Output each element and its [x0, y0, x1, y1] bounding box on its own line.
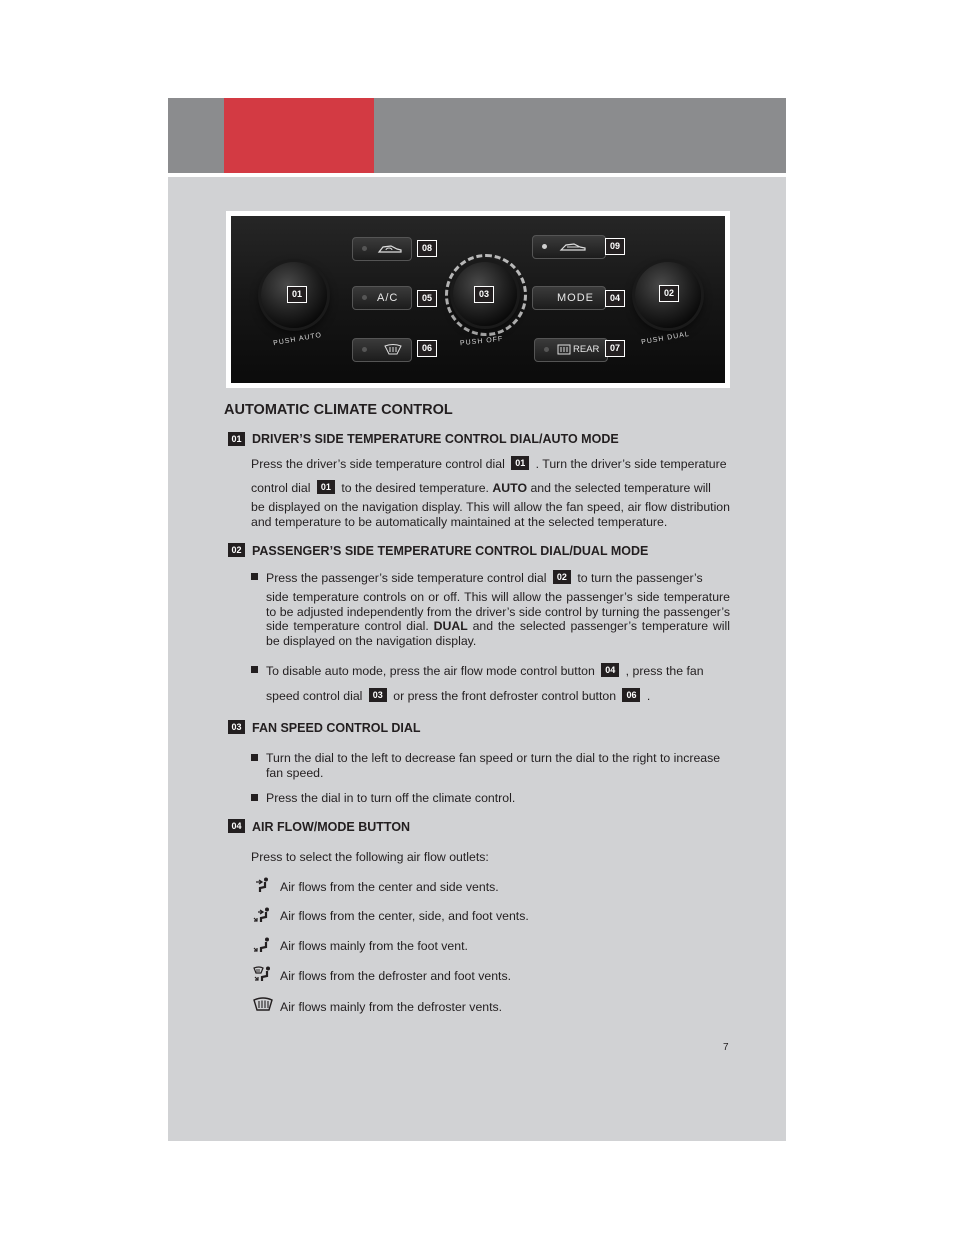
- s01-line1-b: . Turn the driver’s side temperature: [535, 457, 727, 471]
- push-auto-label: PUSH AUTO: [272, 331, 323, 348]
- recirc-button: [352, 237, 412, 261]
- section-title: AUTOMATIC CLIMATE CONTROL: [224, 402, 453, 418]
- s01-line2: [251, 480, 730, 496]
- callout-08: 08: [417, 240, 437, 257]
- s02-b2-a: To disable auto mode, press the air flow mode control button: [266, 664, 595, 678]
- s02-bullet2-line1: [266, 663, 730, 679]
- front-defrost-button: [352, 338, 412, 362]
- callout-09: 09: [605, 238, 625, 255]
- push-dual-label: PUSH DUAL: [640, 330, 691, 347]
- s01-line2-b: to the desired temperature.: [341, 481, 489, 495]
- s02-b1-c: side temperature controls on or off. This will allow the passenger’s side temperature to be adjusted independently from the driver’s side control by turning the passenger’s side temperature control dial.: [266, 590, 730, 634]
- inline-badge-02: 02: [553, 570, 571, 584]
- fresh-air-button: [532, 235, 606, 259]
- section-03-badge: 03: [228, 720, 245, 734]
- s01-line1-a: Press the driver’s side temperature control dial: [251, 457, 505, 471]
- callout-01: 01: [287, 286, 307, 303]
- inline-badge-01b: 01: [317, 480, 335, 494]
- defrost-foot-icon: [253, 966, 273, 982]
- bullet: [251, 754, 258, 761]
- s02-b1-e: and the selected passenger’s temperature will be displayed on the navigation display.: [266, 619, 731, 648]
- s03-bullet2: Press the dial in to turn off the climate control.: [266, 791, 516, 805]
- s04-intro: Press to select the following air flow outlets:: [251, 850, 489, 864]
- header-divider: [168, 173, 786, 177]
- fresh-air-led: [542, 244, 547, 249]
- s01-line2-a: control dial: [251, 481, 311, 495]
- section-01-badge: 01: [228, 432, 245, 446]
- s01-line2-d: and the selected temperature will: [530, 481, 711, 495]
- header-accent-block: [224, 98, 374, 173]
- recirc-led: [362, 246, 367, 251]
- callout-07: 07: [605, 340, 625, 357]
- page-number: 7: [723, 1042, 729, 1053]
- defrost-icon: [253, 997, 273, 1013]
- vent-face-foot-icon: [253, 907, 273, 923]
- s02-b2-e: .: [646, 689, 651, 703]
- callout-04: 04: [605, 290, 625, 307]
- section-01-heading: DRIVER’S SIDE TEMPERATURE CONTROL DIAL/AUTO MODE: [252, 432, 619, 446]
- callout-02: 02: [659, 285, 679, 302]
- s02-b2-d: or press the front defroster control button: [393, 689, 617, 703]
- auto-keyword: AUTO: [492, 481, 528, 495]
- vent-foot-icon: [253, 937, 273, 953]
- callout-06: 06: [417, 340, 437, 357]
- inline-badge-03: 03: [369, 688, 387, 702]
- car-fresh-air-icon: [559, 241, 587, 253]
- section-02-badge: 02: [228, 543, 245, 557]
- rear-label: REAR: [573, 344, 600, 355]
- s01-paragraph: be displayed on the navigation display. This will allow the fan speed, air flow distribution and temperature to be automatically maintained at the selected temperature.: [251, 500, 730, 529]
- section-02-heading: PASSENGER’S SIDE TEMPERATURE CONTROL DIAL/DUAL MODE: [252, 544, 649, 558]
- dual-keyword: DUAL: [433, 619, 468, 634]
- s02-b1-b: to turn the passenger’s: [577, 571, 703, 585]
- rear-defrost-led: [544, 347, 549, 352]
- outlet-text-1: Air flows from the center and side vents.: [280, 880, 499, 894]
- bullet: [251, 666, 258, 673]
- inline-badge-01: 01: [511, 456, 529, 470]
- rear-defrost-button: [534, 338, 608, 362]
- section-04-badge: 04: [228, 819, 245, 833]
- outlet-text-5: Air flows mainly from the defroster vents.: [280, 1000, 503, 1014]
- ac-button: [352, 286, 412, 310]
- bullet: [251, 794, 258, 801]
- outlet-text-2: Air flows from the center, side, and foot vents.: [280, 909, 529, 923]
- push-off-label: PUSH OFF: [459, 335, 504, 348]
- ac-label: A/C: [377, 292, 399, 304]
- s02-b1-a: Press the passenger’s side temperature control dial: [266, 571, 547, 585]
- bullet: [251, 573, 258, 580]
- car-recirc-icon: [377, 243, 403, 255]
- section-03-heading: FAN SPEED CONTROL DIAL: [252, 721, 421, 735]
- s01-line1: [251, 456, 730, 472]
- outlet-text-3: Air flows mainly from the foot vent.: [280, 939, 468, 953]
- s02-bullet1-line1: [266, 570, 730, 586]
- rear-defrost-icon: [557, 344, 571, 355]
- inline-badge-06: 06: [622, 688, 640, 702]
- callout-03: 03: [474, 286, 494, 303]
- front-defrost-icon: [383, 344, 403, 356]
- callout-05: 05: [417, 290, 437, 307]
- s03-bullet1: Turn the dial to the left to decrease fan speed or turn the dial to the right to increase fan speed.: [266, 751, 721, 780]
- defrost-led: [362, 347, 367, 352]
- inline-badge-04: 04: [601, 663, 619, 677]
- mode-button: [532, 286, 606, 310]
- vent-face-icon: [253, 877, 273, 893]
- s02-bullet2-line2: [266, 688, 730, 704]
- outlet-text-4: Air flows from the defroster and foot vents.: [280, 969, 512, 983]
- s02-b2-c: speed control dial: [266, 689, 363, 703]
- climate-panel-photo: [231, 216, 725, 383]
- ac-led: [362, 295, 367, 300]
- section-04-heading: AIR FLOW/MODE BUTTON: [252, 820, 411, 834]
- s02-b2-b: , press the fan: [625, 664, 704, 678]
- s02-bullet1-rest: [266, 590, 730, 648]
- mode-label: MODE: [557, 292, 594, 304]
